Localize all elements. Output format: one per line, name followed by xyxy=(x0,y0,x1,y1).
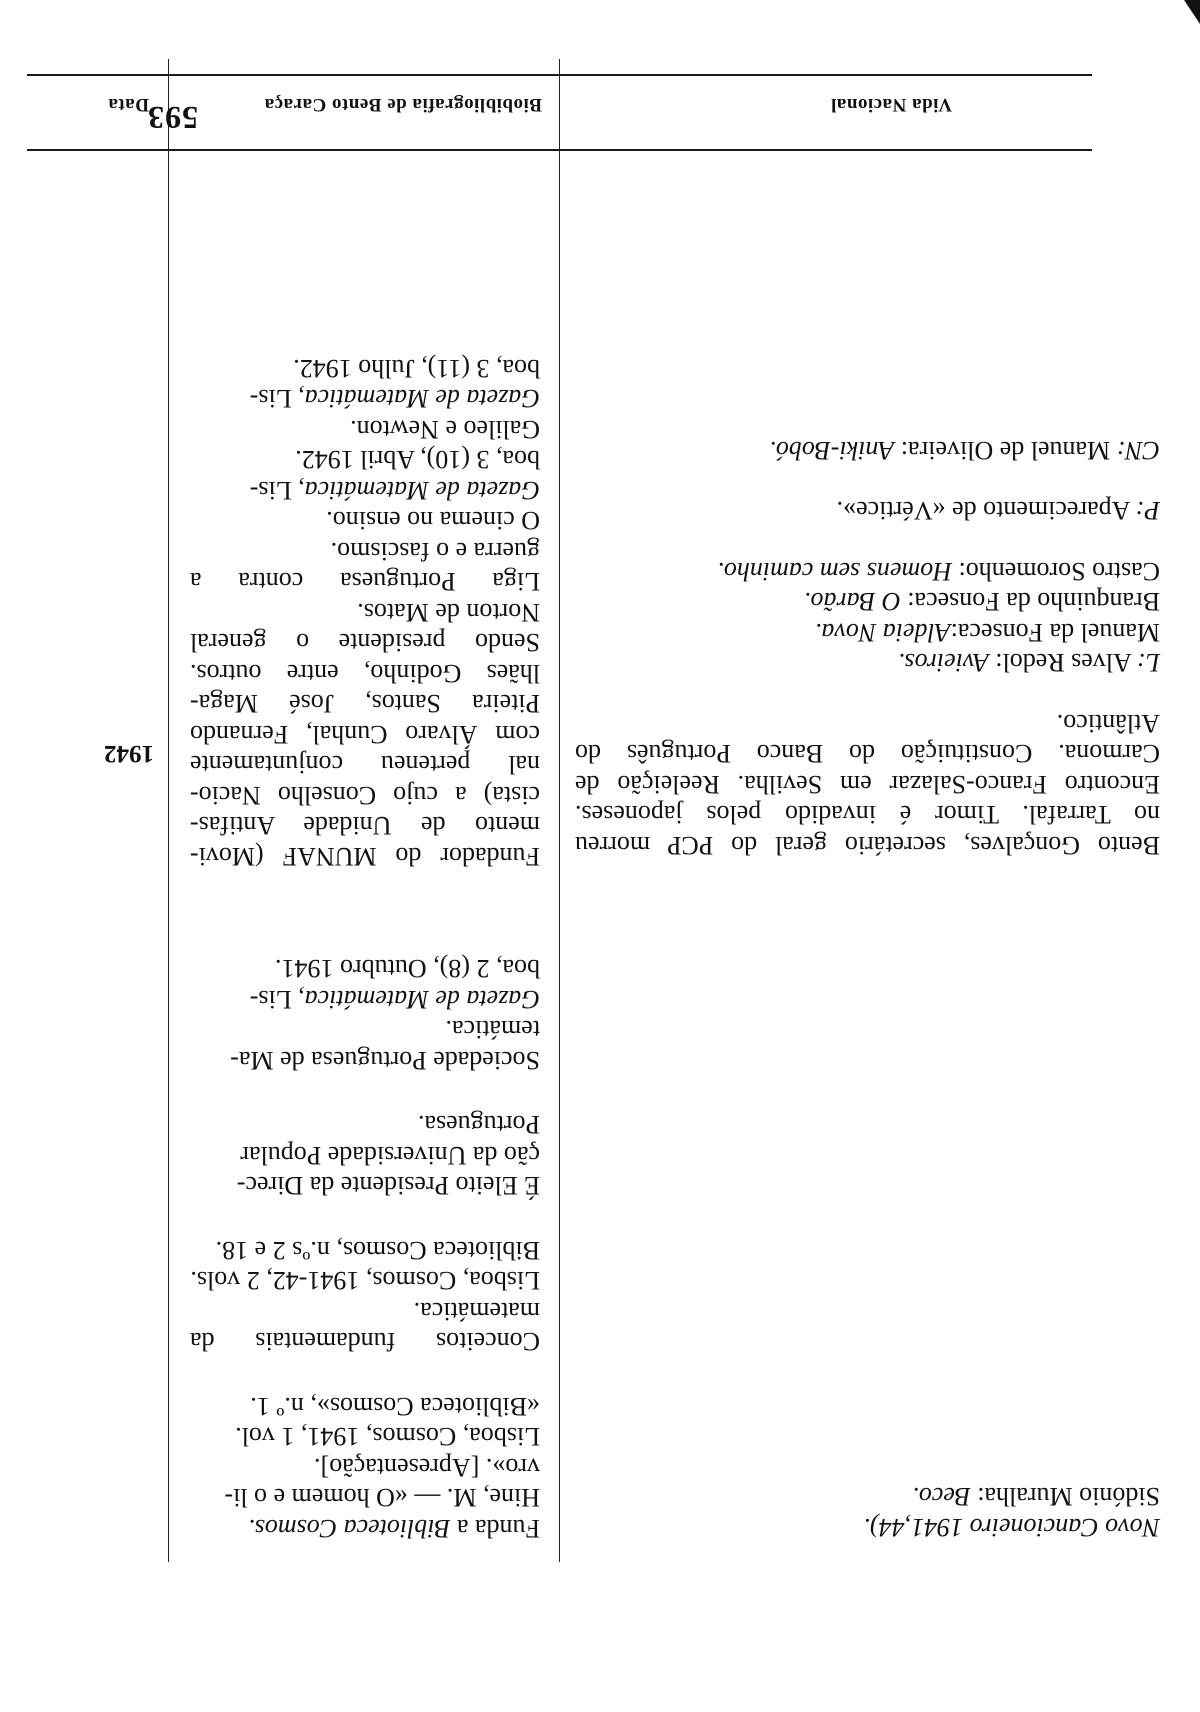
text-run: Bento Gonçalves, secretário geral do PCP morreu xyxy=(575,831,1160,860)
text-line xyxy=(190,1235,540,1266)
text-line xyxy=(190,1452,540,1483)
text-line xyxy=(575,738,1160,769)
text-run: Sidónio Muralha: xyxy=(970,1482,1160,1512)
italic-run: Avieiros. xyxy=(898,648,989,678)
text-run: Lis- xyxy=(249,985,299,1014)
text-line xyxy=(190,414,540,445)
text-line xyxy=(190,1421,540,1452)
text-line xyxy=(190,688,540,719)
text-run: Lisboa, Cosmos, 1941, 1 vol. xyxy=(235,1422,540,1452)
bio-entry-conceitos-fundamentais xyxy=(190,1235,540,1357)
italic-run: Beco. xyxy=(912,1482,971,1512)
text-run: Hine, M. — «O homem e o li- xyxy=(224,1483,540,1513)
italic-run: P: xyxy=(1135,496,1160,526)
text-run: Sociedade Portuguesa de Ma- xyxy=(230,1046,540,1075)
italic-run: Gazeta de Matemática, xyxy=(298,476,540,505)
biobibliografia-column xyxy=(190,353,540,1544)
text-line xyxy=(190,597,540,628)
bio-entry-biblioteca-cosmos xyxy=(190,1391,540,1544)
vida-entry-literatura xyxy=(575,556,1160,678)
text-line xyxy=(575,586,1160,617)
text-line xyxy=(575,647,1160,678)
italic-run: Biblioteca Cosmos. xyxy=(248,1514,451,1543)
scan-corner-mark xyxy=(1184,0,1200,24)
text-run: Manuel da Fonseca: xyxy=(950,618,1160,647)
text-run: Encontro Franco-Salazar em Sevilha. Reeleição de xyxy=(575,770,1160,799)
text-line xyxy=(575,708,1160,739)
text-run: Manuel de Oliveira: xyxy=(894,436,1117,465)
text-run: vro». [Apresentação]. xyxy=(314,1453,540,1482)
text-line xyxy=(575,769,1160,800)
text-run: Aparecimento de «Vértice». xyxy=(836,496,1136,526)
text-run: Castro Soromenho: xyxy=(952,557,1160,586)
text-line xyxy=(575,1481,1160,1512)
header-data: Data xyxy=(107,94,149,115)
text-run: Portuguesa. xyxy=(417,1110,540,1140)
text-run: guerra e o fascismo. xyxy=(330,537,540,566)
italic-run: O Barão. xyxy=(803,587,901,617)
bio-entry-cinema-ensino xyxy=(190,444,540,536)
text-run: boa, 2 (8), Outubro 1941. xyxy=(274,954,540,984)
text-line xyxy=(190,505,540,536)
bio-entry-galileo-newton xyxy=(190,353,540,445)
text-line xyxy=(190,658,540,689)
text-run: Galileo e Newton. xyxy=(350,415,540,444)
vida-entry-publicacoes xyxy=(575,495,1160,526)
text-run: mento de Unidade Antifas- xyxy=(190,811,540,841)
text-run: ção da Universidade Popular xyxy=(240,1141,540,1170)
text-line xyxy=(575,799,1160,830)
text-run: Funda a xyxy=(450,1514,540,1543)
text-run: matemática. xyxy=(413,1297,540,1326)
text-line xyxy=(190,475,540,506)
text-line xyxy=(190,719,540,750)
text-run: Piteira Santos, José Maga- xyxy=(190,689,540,719)
text-line xyxy=(190,810,540,841)
text-line xyxy=(190,841,540,872)
italic-run: Novo Cancioneiro 1941,44). xyxy=(863,1513,1160,1542)
year-label: 1942 xyxy=(104,740,154,767)
italic-run: Gazeta de Matemática, xyxy=(298,384,540,414)
page-number: 593 xyxy=(147,100,198,136)
text-line xyxy=(190,383,540,414)
text-run: Branquinho da Fonseca: xyxy=(900,587,1160,617)
vida-nacional-column xyxy=(575,435,1160,1543)
text-run: boa, 3 (10), Abril 1942. xyxy=(295,445,540,475)
biobibliografia-column-divider xyxy=(559,59,560,1562)
header-biobibliografia: Biobibliografia de Bento Caraça xyxy=(264,94,542,115)
vida-entry-cinema xyxy=(575,435,1160,466)
text-line xyxy=(190,1513,540,1544)
text-run: com Álvaro Cunhal, Fernando xyxy=(190,720,540,749)
text-run: É Eleito Presidente da Direc- xyxy=(236,1171,540,1201)
bio-entry-munaf xyxy=(190,536,540,872)
text-line xyxy=(575,556,1160,587)
text-run: lhães Godinho, entre outros. xyxy=(190,659,540,688)
text-line xyxy=(190,1326,540,1357)
text-line xyxy=(190,536,540,567)
text-line xyxy=(575,830,1160,861)
text-run: boa, 3 (11), Julho 1942. xyxy=(293,354,540,383)
italic-run: L: xyxy=(1136,648,1160,678)
data-column-divider xyxy=(168,59,169,1562)
text-line xyxy=(190,984,540,1015)
text-run: Liga Portuguesa contra a xyxy=(190,567,540,597)
text-run: Norton de Matos. xyxy=(357,598,540,627)
text-line xyxy=(575,435,1160,466)
bio-entry-universidade-popular xyxy=(190,1109,540,1201)
text-line xyxy=(190,1109,540,1140)
text-run: «Biblioteca Cosmos», n.º 1. xyxy=(250,1392,540,1421)
text-line xyxy=(190,1014,540,1045)
text-run: nal perteneu conjuntamente xyxy=(190,750,540,780)
text-line xyxy=(190,1265,540,1296)
text-line xyxy=(190,353,540,384)
italic-run: CN: xyxy=(1116,436,1160,465)
italic-run: Aniki-Bobó. xyxy=(769,436,895,465)
text-run: Carmona. Constituição do Banco Português do xyxy=(575,739,1160,769)
text-run: Lis- xyxy=(249,384,299,414)
text-run: Fundador do MUNAF (Movi- xyxy=(190,842,540,871)
text-line xyxy=(190,444,540,475)
text-line xyxy=(190,749,540,780)
text-line xyxy=(190,953,540,984)
text-run: cista) a cujo Conselho Nacio- xyxy=(190,781,540,810)
text-run: Lis- xyxy=(249,476,299,505)
italic-run: Homens sem caminho. xyxy=(717,557,952,586)
text-run: Alves Redol: xyxy=(988,648,1137,678)
text-line xyxy=(190,1045,540,1076)
text-line xyxy=(575,617,1160,648)
text-line xyxy=(575,1512,1160,1543)
text-run: temática. xyxy=(445,1015,540,1045)
text-line xyxy=(190,1296,540,1327)
text-run: Lisboa, Cosmos, 1941-42, 2 vols. xyxy=(190,1266,540,1296)
text-line xyxy=(190,1391,540,1422)
text-line xyxy=(190,1482,540,1513)
text-line xyxy=(190,627,540,658)
text-line xyxy=(190,1140,540,1171)
text-run: Biblioteca Cosmos, n.ºs 2 e 18. xyxy=(215,1236,540,1265)
text-run: O cinema no ensino. xyxy=(326,506,540,536)
text-run: Atlântico. xyxy=(1056,709,1160,738)
text-line xyxy=(190,566,540,597)
vida-entry-novo-cancioneiro xyxy=(575,1481,1160,1542)
text-run: Sendo presidente o general xyxy=(190,628,540,658)
text-line xyxy=(190,1170,540,1201)
header-vida-nacional: Vida Nacional xyxy=(830,94,952,115)
bio-entry-sociedade-portuguesa xyxy=(190,953,540,1075)
text-run: Conceitos fundamentais da xyxy=(190,1327,540,1357)
text-line xyxy=(575,495,1160,526)
text-line xyxy=(190,780,540,811)
italic-run: Gazeta de Matemática, xyxy=(298,985,540,1014)
italic-run: Aldeia Nova. xyxy=(814,618,951,647)
text-run: no Tarrafal. Timor é invadido pelos japoneses. xyxy=(575,800,1160,830)
vida-entry-events-1942 xyxy=(575,708,1160,861)
